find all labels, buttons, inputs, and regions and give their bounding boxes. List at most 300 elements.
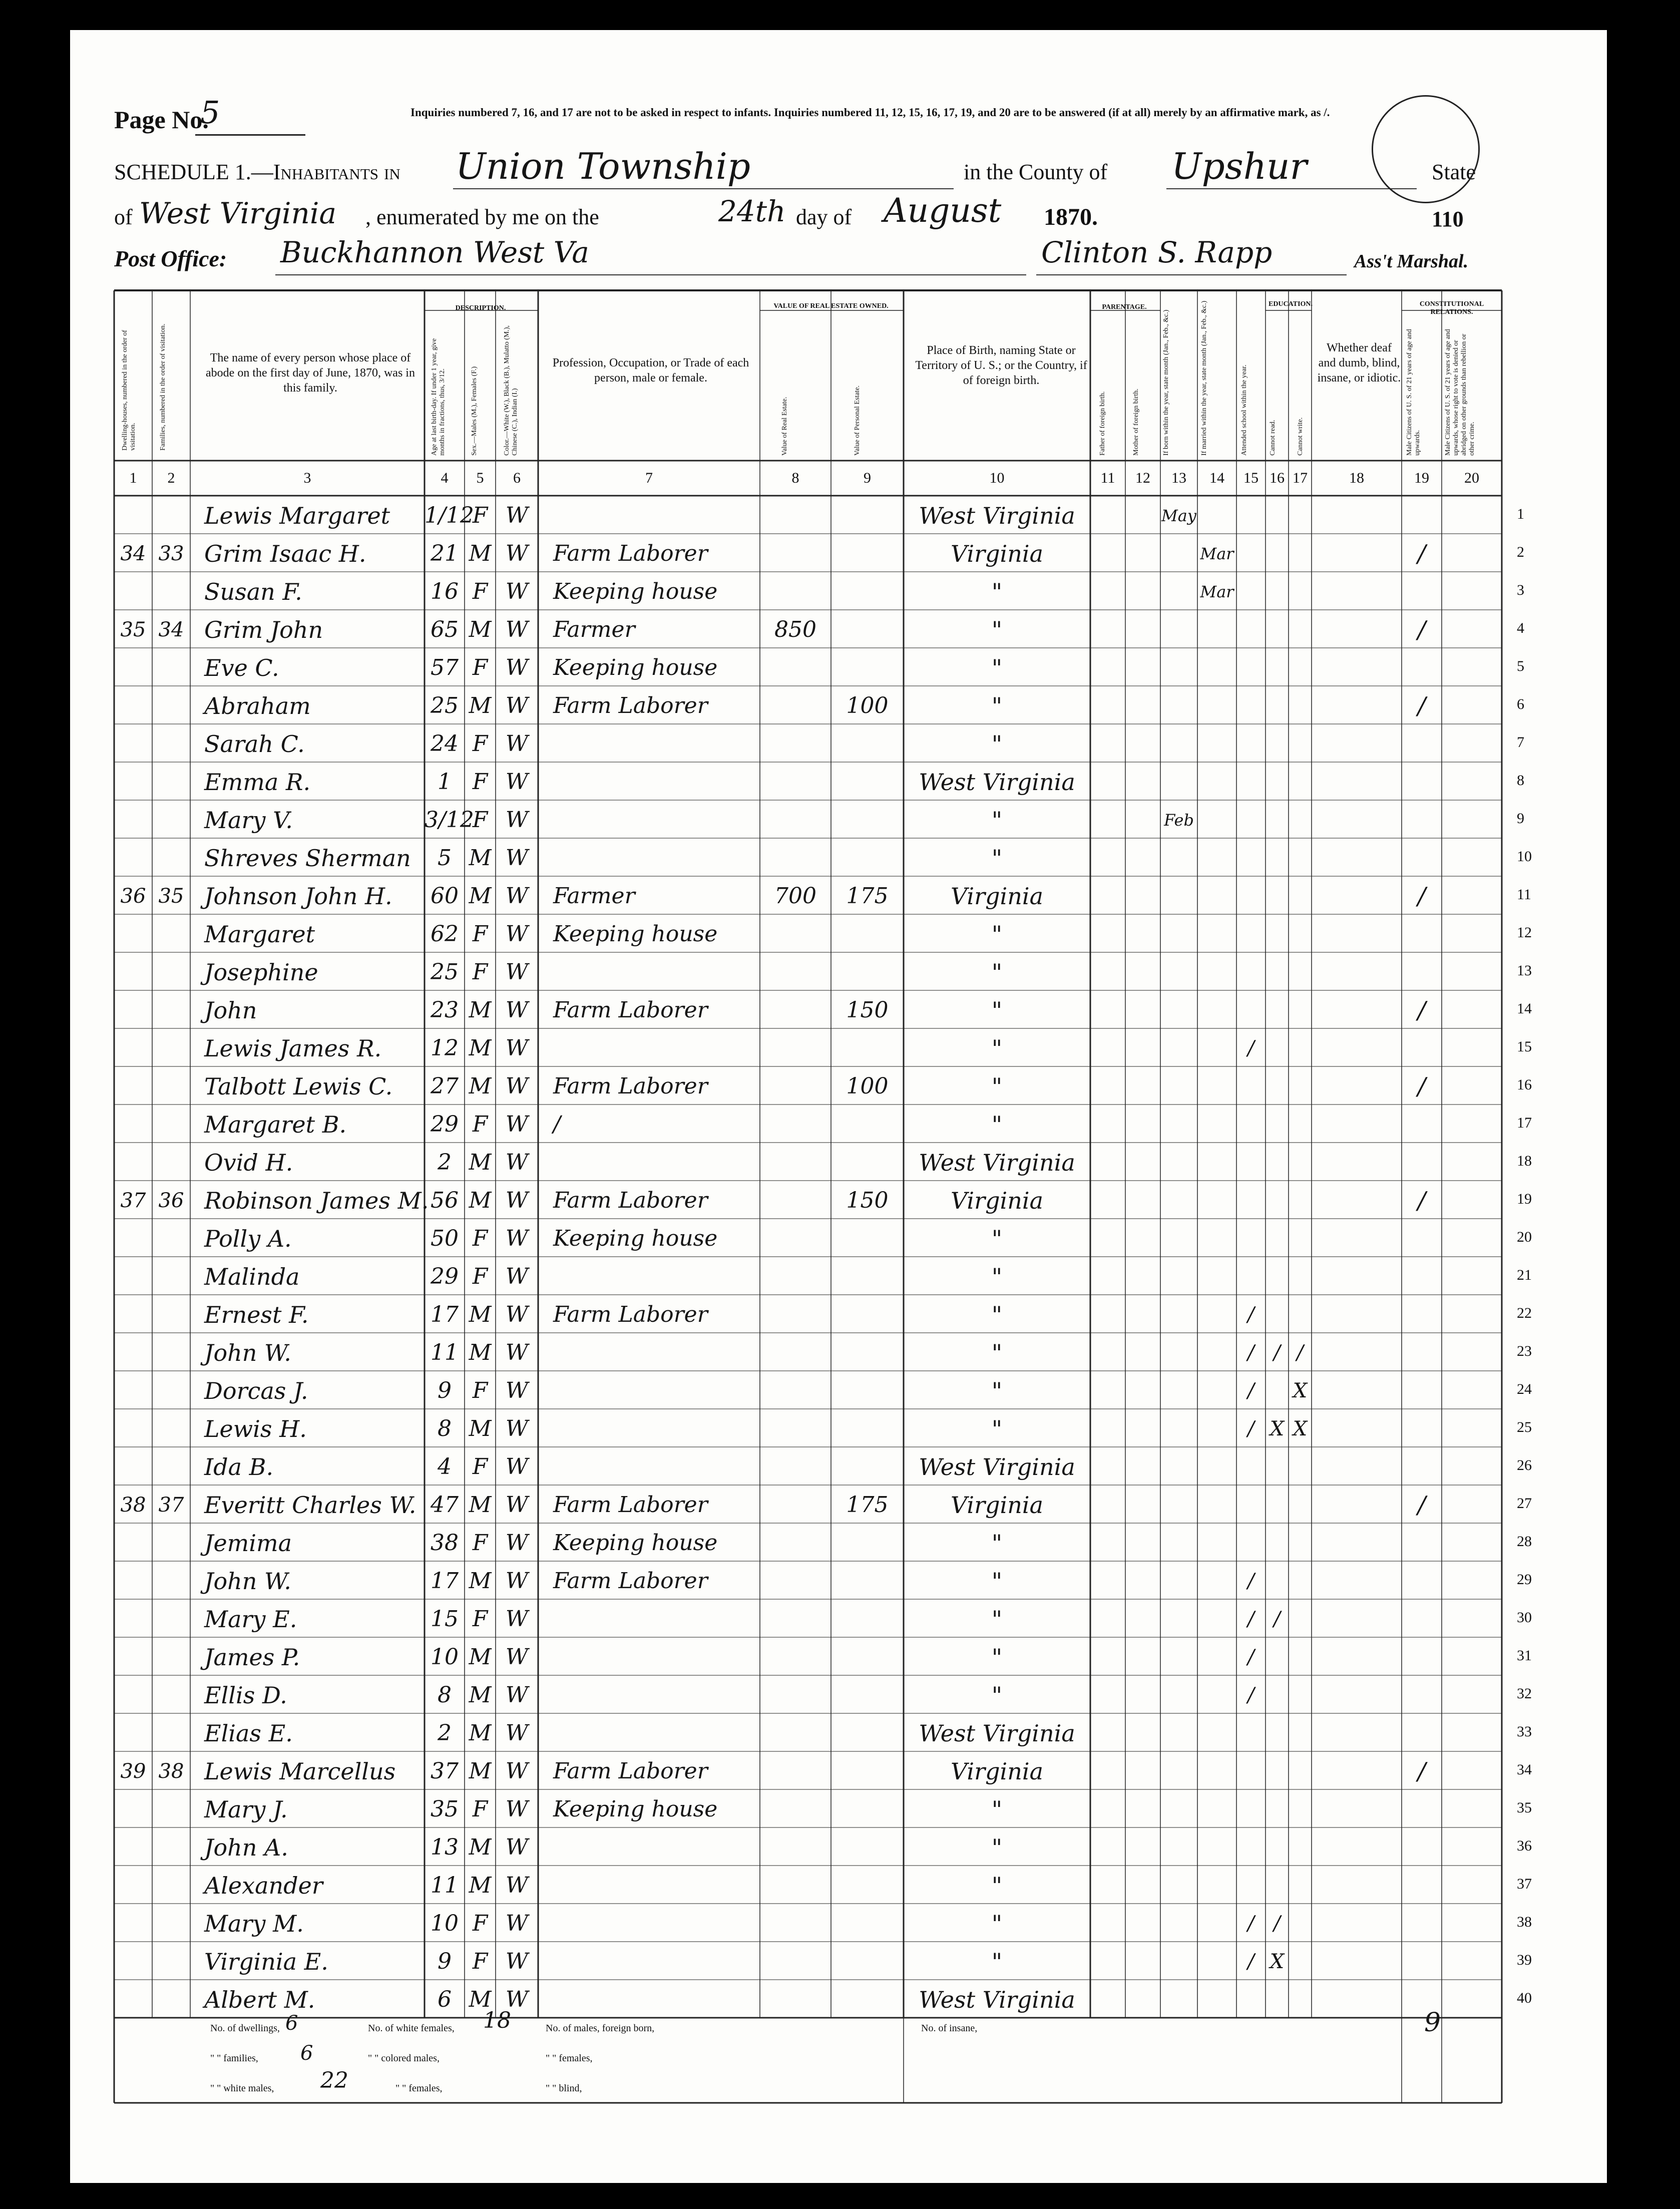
cell-age: 29 <box>431 1264 459 1289</box>
cell-name: Abraham <box>204 692 311 719</box>
row-number: 8 <box>1517 772 1524 789</box>
column-header-5: Sex.—Males (M.), Females (F.) <box>471 366 478 456</box>
cell-f: 35 <box>158 885 184 908</box>
state-label: State <box>1432 160 1476 184</box>
cell-age: 21 <box>431 541 459 566</box>
cell-name: Margaret B. <box>204 1111 347 1138</box>
cell-occ: Keeping house <box>553 579 718 604</box>
cell-birth: " <box>991 1644 1003 1671</box>
row-number: 24 <box>1517 1381 1532 1397</box>
cell-sex: M <box>469 1758 492 1784</box>
cell-sex: M <box>469 617 492 642</box>
cell-sex: M <box>469 1302 492 1327</box>
cell-birth: " <box>991 1073 1003 1100</box>
cell-c19: / <box>1417 1491 1426 1519</box>
column-header-12: Mother of foreign birth. <box>1132 389 1140 456</box>
cell-age: 50 <box>431 1226 459 1251</box>
cell-col: W <box>505 1530 529 1556</box>
cell-birth: West Virginia <box>919 769 1075 796</box>
cell-age: 6 <box>438 1987 452 2012</box>
cell-birth: Virginia <box>950 883 1044 910</box>
cell-age: 47 <box>431 1492 459 1518</box>
cell-age: 1 <box>438 769 452 795</box>
cell-pe: 175 <box>846 1492 889 1518</box>
cell-name: Lewis Marcellus <box>204 1758 396 1785</box>
summary-families: 6 <box>300 2042 313 2065</box>
page-number: 5 <box>200 94 220 131</box>
cell-occ: Farm Laborer <box>553 1568 708 1594</box>
column-number: 9 <box>864 470 871 486</box>
cell-sex: M <box>469 1035 492 1061</box>
cell-c19: / <box>1417 692 1426 720</box>
cell-sex: M <box>469 1644 492 1670</box>
column-header-18: Whether deaf and dumb, blind, insane, or idiotic. <box>1317 341 1401 385</box>
cell-pe: 150 <box>846 1188 889 1213</box>
cell-name: Ernest F. <box>204 1301 309 1328</box>
cell-c13: Feb <box>1164 811 1194 830</box>
cell-name: Ellis D. <box>204 1682 287 1709</box>
cell-c19: / <box>1417 1187 1426 1215</box>
cell-col: W <box>505 921 529 947</box>
cell-occ: / <box>553 1112 561 1137</box>
cell-col: W <box>505 807 529 833</box>
cell-age: 60 <box>431 883 459 909</box>
cell-sex: F <box>472 807 488 833</box>
column-number: 12 <box>1135 470 1150 486</box>
cell-name: Margaret <box>204 921 315 948</box>
cell-col: W <box>505 883 529 909</box>
cell-occ: Farm Laborer <box>553 693 708 718</box>
cell-col: W <box>505 769 529 795</box>
cell-occ: Farm Laborer <box>553 997 708 1023</box>
cell-sex: M <box>469 541 492 566</box>
cell-c19: / <box>1417 616 1426 644</box>
cell-name: Alexander <box>204 1872 323 1899</box>
cell-birth: " <box>991 1301 1003 1328</box>
cell-c15: / <box>1247 1950 1254 1973</box>
cell-col: W <box>505 1720 529 1746</box>
cell-birth: Virginia <box>950 1758 1044 1785</box>
stamp-number: 110 <box>1432 207 1464 231</box>
column-number: 2 <box>167 470 175 486</box>
column-header-19: Male Citizens of U. S. of 21 years of age and upwards. <box>1406 329 1421 456</box>
township-name: Union Township <box>456 145 750 187</box>
cell-birth: " <box>991 959 1003 986</box>
cell-age: 38 <box>431 1530 459 1556</box>
cell-birth: " <box>991 1530 1003 1557</box>
cell-sex: M <box>469 1987 492 2012</box>
cell-sex: F <box>472 1454 488 1480</box>
cell-birth: Virginia <box>950 1492 1044 1519</box>
cell-age: 25 <box>431 693 459 718</box>
cell-occ: Farm Laborer <box>553 1758 708 1784</box>
parentage-header: PARENTAGE. <box>1102 303 1147 311</box>
cell-name: Dorcas J. <box>204 1377 308 1404</box>
column-number: 11 <box>1100 470 1115 486</box>
cell-birth: " <box>991 1225 1003 1252</box>
cell-occ: Farmer <box>553 617 635 642</box>
column-number: 16 <box>1270 470 1285 486</box>
cell-sex: M <box>469 1720 492 1746</box>
column-header-10: Place of Birth, naming State or Territory of U. S.; or the Country, if of foreign birth. <box>915 344 1087 387</box>
cell-name: Josephine <box>204 959 318 986</box>
cell-c19: / <box>1417 882 1426 910</box>
cell-pe: 100 <box>846 693 889 718</box>
cell-col: W <box>505 1226 529 1251</box>
cell-c15: / <box>1247 1303 1254 1326</box>
summary-white-males: 22 <box>320 2068 348 2093</box>
cell-birth: " <box>991 1910 1003 1937</box>
summary-insane-label: No. of insane, <box>921 2023 978 2034</box>
cell-name: Grim Isaac H. <box>204 540 366 567</box>
cell-sex: F <box>472 1226 488 1251</box>
row-number: 5 <box>1517 658 1524 674</box>
of-label: of <box>114 205 133 229</box>
cell-birth: " <box>991 578 1003 605</box>
cell-sex: F <box>472 769 488 795</box>
row-number: 7 <box>1517 734 1524 751</box>
cell-col: W <box>505 1606 529 1632</box>
cell-age: 8 <box>438 1416 452 1441</box>
cell-name: Jemima <box>204 1530 292 1557</box>
enumeration-month: August <box>884 191 1002 230</box>
cell-birth: " <box>991 1568 1003 1595</box>
county-label: in the County of <box>964 160 1108 184</box>
cell-birth: " <box>991 997 1003 1024</box>
cell-birth: " <box>991 1415 1003 1442</box>
constitutional-header: CONSTITUTIONAL RELATIONS. <box>1419 300 1484 316</box>
column-number: 7 <box>645 470 653 486</box>
cell-sex: F <box>472 1378 488 1403</box>
cell-age: 3/12 <box>425 807 474 833</box>
day-of-label: day of <box>796 205 852 229</box>
column-header-1: Dwelling-houses, numbered in the order of visitation. <box>121 329 137 451</box>
row-number: 22 <box>1517 1305 1532 1321</box>
column-number: 17 <box>1293 470 1308 486</box>
cell-sex: M <box>469 693 492 718</box>
row-number: 35 <box>1517 1799 1532 1816</box>
cell-name: Mary M. <box>204 1910 304 1937</box>
cell-name: Virginia E. <box>204 1948 328 1975</box>
cell-c15: / <box>1247 1037 1254 1060</box>
inquiries-note: Inquiries numbered 7, 16, and 17 are not to be asked in respect to infants. Inquiries numbered 11, 12, 15, 16, 17, 19, and 20 are to be answered (if at all) merely by an affirmative mark, as /. <box>410 106 1330 119</box>
cell-birth: " <box>991 807 1003 834</box>
cell-birth: West Virginia <box>919 1986 1075 2013</box>
column-number: 3 <box>303 470 311 486</box>
cell-sex: M <box>469 1416 492 1441</box>
column-header-15: Attended school within the year. <box>1240 364 1248 456</box>
cell-col: W <box>505 731 529 757</box>
cell-col: W <box>505 1758 529 1784</box>
cell-col: W <box>505 1492 529 1518</box>
row-number: 14 <box>1517 1000 1532 1017</box>
cell-birth: " <box>991 730 1003 758</box>
cell-col: W <box>505 1416 529 1441</box>
cell-col: W <box>505 959 529 985</box>
cell-c17: / <box>1297 1341 1304 1364</box>
cell-age: 10 <box>431 1911 459 1936</box>
cell-name: John A. <box>204 1834 288 1861</box>
cell-c15: / <box>1247 1608 1254 1631</box>
row-number: 34 <box>1517 1761 1532 1778</box>
row-number: 9 <box>1517 810 1524 827</box>
cell-f: 33 <box>158 542 184 565</box>
cell-col: W <box>505 1644 529 1670</box>
cell-c16: / <box>1274 1608 1281 1631</box>
column-header-6: Color.—White (W.), Black (B.), Mulatto (M.), Chinese (C.), Indian (I.) <box>503 325 519 456</box>
cell-birth: " <box>991 1377 1003 1404</box>
cell-sex: M <box>469 1682 492 1708</box>
cell-col: W <box>505 1073 529 1099</box>
cell-name: John <box>204 997 257 1024</box>
cell-occ: Keeping house <box>553 1226 718 1251</box>
row-number: 13 <box>1517 962 1532 979</box>
education-header: EDUCATION. <box>1268 300 1313 308</box>
cell-birth: " <box>991 921 1003 948</box>
cell-name: Susan F. <box>204 578 302 605</box>
cell-col: W <box>505 655 529 680</box>
cell-occ: Farm Laborer <box>553 1492 708 1518</box>
cell-age: 29 <box>431 1112 459 1137</box>
cell-d: 38 <box>120 1494 146 1517</box>
cell-age: 9 <box>438 1949 452 1974</box>
cell-sex: M <box>469 883 492 909</box>
row-number: 26 <box>1517 1457 1532 1474</box>
cell-age: 11 <box>431 1340 459 1365</box>
cell-sex: F <box>472 579 488 604</box>
cell-age: 10 <box>431 1644 459 1670</box>
row-number: 12 <box>1517 924 1532 941</box>
cell-age: 1/12 <box>425 503 474 528</box>
column-header-2: Families, numbered in the order of visitation. <box>159 323 167 451</box>
cell-birth: " <box>991 845 1003 872</box>
row-number: 32 <box>1517 1685 1532 1702</box>
cell-sex: M <box>469 1568 492 1594</box>
cell-age: 27 <box>431 1073 459 1099</box>
cell-col: W <box>505 1150 529 1175</box>
row-number: 29 <box>1517 1571 1532 1588</box>
cell-f: 36 <box>158 1189 184 1212</box>
cell-col: W <box>505 579 529 604</box>
cell-age: 35 <box>431 1796 459 1822</box>
cell-age: 57 <box>431 655 459 680</box>
column-number: 8 <box>791 470 799 486</box>
cell-occ: Farm Laborer <box>553 541 708 566</box>
column-header-3: The name of every person whose place of abode on the first day of June, 1870, was in this family. <box>206 351 415 395</box>
cell-c16: / <box>1274 1341 1281 1364</box>
cell-re: 700 <box>774 883 816 909</box>
cell-occ: Keeping house <box>553 655 718 680</box>
cell-birth: " <box>991 1035 1003 1062</box>
cell-c19: / <box>1417 996 1426 1024</box>
cell-birth: West Virginia <box>919 1720 1075 1747</box>
cell-age: 13 <box>431 1834 459 1860</box>
cell-sex: F <box>472 1949 488 1974</box>
cell-birth: " <box>991 692 1003 719</box>
cell-occ: Farmer <box>553 883 635 909</box>
row-number: 40 <box>1517 1990 1532 2006</box>
column-header-20: Male Citizens of U. S. of 21 years of age and upwards, whose right to vote is denied or abridged on other grounds than rebellion or other crime. <box>1444 329 1476 456</box>
cell-name: Lewis James R. <box>204 1035 382 1062</box>
cell-age: 16 <box>431 579 459 604</box>
cell-age: 23 <box>431 997 459 1023</box>
column-number: 6 <box>513 470 521 486</box>
cell-occ: Farm Laborer <box>553 1302 708 1327</box>
cell-sex: F <box>472 655 488 680</box>
row-number: 11 <box>1517 886 1531 903</box>
enumeration-day: 24th <box>718 194 786 228</box>
column-number: 4 <box>441 470 449 486</box>
cell-name: Mary V. <box>204 807 293 834</box>
cell-age: 11 <box>431 1873 459 1898</box>
summary-white-females-label: No. of white females, <box>368 2023 455 2034</box>
cell-age: 2 <box>438 1720 452 1746</box>
cell-re: 850 <box>774 617 816 642</box>
column-header-11: Father of foreign birth. <box>1099 391 1106 456</box>
cell-birth: " <box>991 1111 1003 1138</box>
cell-age: 56 <box>431 1188 459 1213</box>
cell-name: Lewis H. <box>204 1415 307 1442</box>
cell-name: Johnson John H. <box>204 883 392 910</box>
row-number: 38 <box>1517 1914 1532 1930</box>
cell-birth: Virginia <box>950 1187 1044 1214</box>
marshal-signature: Clinton S. Rapp <box>1041 235 1273 269</box>
column-header-13: If born within the year, state month (Jan., Feb., &c.) <box>1162 309 1170 456</box>
cell-birth: Virginia <box>950 540 1044 567</box>
cell-age: 65 <box>431 617 459 642</box>
cell-birth: " <box>991 1606 1003 1633</box>
row-number: 28 <box>1517 1533 1532 1550</box>
column-number: 19 <box>1414 470 1429 486</box>
cell-pe: 175 <box>846 883 889 909</box>
cell-age: 15 <box>431 1606 459 1632</box>
cell-c13: May <box>1161 506 1196 525</box>
cell-col: W <box>505 1949 529 1974</box>
row-number: 23 <box>1517 1343 1532 1359</box>
cell-c15: / <box>1247 1417 1254 1440</box>
column-number: 14 <box>1209 470 1224 486</box>
cell-col: W <box>505 1834 529 1860</box>
cell-occ: Farm Laborer <box>553 1188 708 1213</box>
cell-c19: / <box>1417 1072 1426 1100</box>
cell-name: Grim John <box>204 616 323 643</box>
cell-col: W <box>505 1035 529 1061</box>
summary-females-q-label: " " females, <box>546 2053 593 2064</box>
cell-f: 34 <box>158 618 184 641</box>
cell-birth: " <box>991 1796 1003 1823</box>
column-number: 15 <box>1243 470 1258 486</box>
cell-name: Everitt Charles W. <box>204 1492 416 1519</box>
row-number: 33 <box>1517 1723 1532 1740</box>
cell-c19: / <box>1417 540 1426 568</box>
row-number: 30 <box>1517 1609 1532 1626</box>
column-number: 13 <box>1171 470 1186 486</box>
cell-col: W <box>505 693 529 718</box>
cell-sex: M <box>469 1188 492 1213</box>
summary-males-foreign-label: No. of males, foreign born, <box>546 2023 655 2034</box>
cell-name: Mary J. <box>204 1796 288 1823</box>
cell-age: 17 <box>431 1302 459 1327</box>
cell-pe: 100 <box>846 1073 889 1099</box>
cell-f: 38 <box>158 1760 184 1783</box>
row-number: 10 <box>1517 848 1532 865</box>
cell-age: 24 <box>431 731 459 757</box>
cell-sex: F <box>472 1911 488 1936</box>
cell-col: W <box>505 617 529 642</box>
cell-age: 8 <box>438 1682 452 1708</box>
cell-col: W <box>505 1264 529 1289</box>
cell-age: 37 <box>431 1758 459 1784</box>
summary-colored-males-label: " " colored males, <box>368 2053 440 2064</box>
cell-birth: West Virginia <box>919 1149 1075 1176</box>
enumerated-label: , enumerated by me on the <box>365 205 599 229</box>
summary-c19-total: 9 <box>1424 2008 1441 2038</box>
cell-sex: F <box>472 1264 488 1289</box>
summary-dwellings: 6 <box>285 2012 298 2035</box>
cell-col: W <box>505 1568 529 1594</box>
row-number: 6 <box>1517 696 1524 712</box>
cell-pe: 150 <box>846 997 889 1023</box>
cell-f: 37 <box>158 1494 184 1517</box>
cell-c15: / <box>1247 1341 1254 1364</box>
row-number: 37 <box>1517 1876 1532 1892</box>
row-number: 27 <box>1517 1495 1532 1512</box>
cell-sex: F <box>472 1796 488 1822</box>
cell-birth: " <box>991 1834 1003 1861</box>
cell-birth: " <box>991 1263 1003 1290</box>
cell-name: Malinda <box>204 1263 300 1290</box>
column-number: 1 <box>129 470 137 486</box>
cell-age: 62 <box>431 921 459 947</box>
cell-name: John W. <box>204 1339 291 1366</box>
cell-birth: " <box>991 1872 1003 1899</box>
column-header-16: Cannot read. <box>1269 420 1277 456</box>
cell-col: W <box>505 1796 529 1822</box>
cell-name: Ida B. <box>204 1453 274 1481</box>
cell-d: 39 <box>120 1760 146 1783</box>
cell-d: 34 <box>120 542 146 565</box>
cell-occ: Keeping house <box>553 1530 718 1556</box>
column-header-9: Value of Personal Estate. <box>854 386 861 456</box>
cell-c17: X <box>1293 1379 1308 1402</box>
cell-c15: / <box>1247 1684 1254 1707</box>
cell-sex: M <box>469 845 492 871</box>
row-number: 16 <box>1517 1076 1532 1093</box>
enumeration-year: 1870. <box>1044 204 1098 230</box>
cell-sex: M <box>469 1873 492 1898</box>
cell-sex: M <box>469 1834 492 1860</box>
row-number: 36 <box>1517 1837 1532 1854</box>
cell-age: 9 <box>438 1378 452 1403</box>
cell-sex: F <box>472 959 488 985</box>
cell-age: 12 <box>431 1035 459 1061</box>
county-name: Upshur <box>1171 145 1307 187</box>
cell-c14: Mar <box>1200 544 1234 563</box>
summary-white-males-label: " " white males, <box>210 2083 274 2094</box>
cell-age: 17 <box>431 1568 459 1594</box>
cell-col: W <box>505 1873 529 1898</box>
cell-age: 5 <box>438 845 452 871</box>
column-number: 20 <box>1464 470 1479 486</box>
cell-sex: M <box>469 1492 492 1518</box>
cell-name: Lewis Margaret <box>204 502 390 529</box>
summary-blind-label: " " blind, <box>546 2083 582 2094</box>
row-number: 15 <box>1517 1038 1532 1055</box>
cell-sex: M <box>469 1073 492 1099</box>
cell-col: W <box>505 1112 529 1137</box>
marshal-label: Ass't Marshal. <box>1354 251 1469 272</box>
cell-name: Sarah C. <box>204 730 305 758</box>
